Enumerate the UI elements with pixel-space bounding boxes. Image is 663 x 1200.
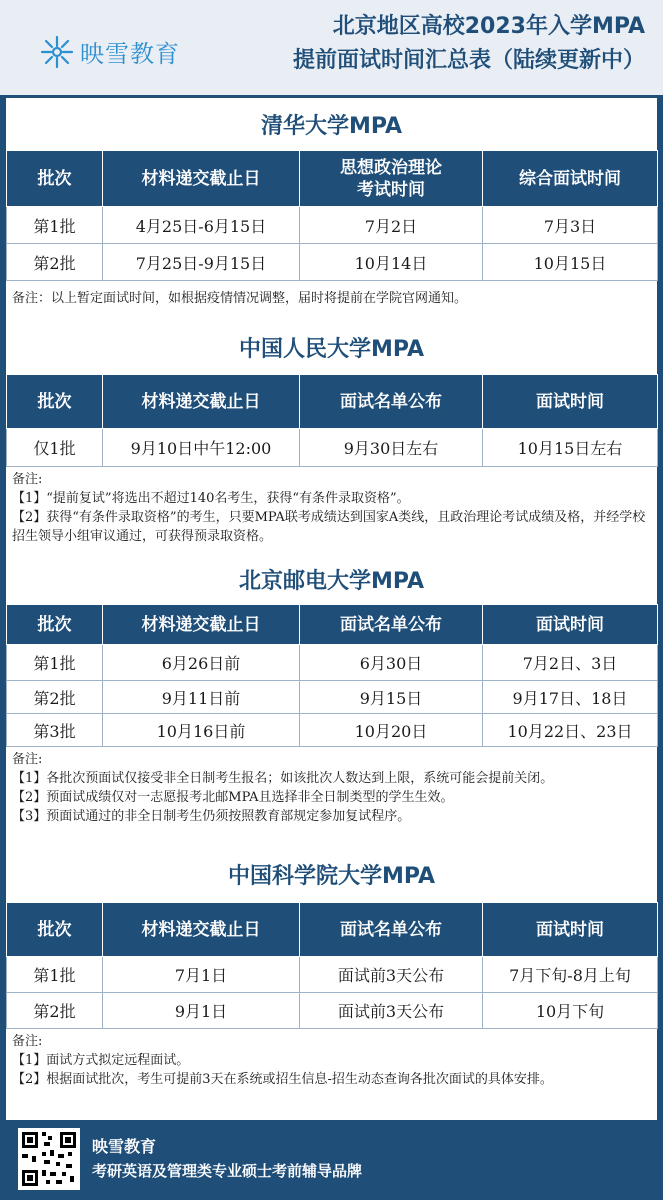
header-cell: 材料递交截止日 [103, 903, 300, 957]
table-row [7, 993, 658, 1029]
table-row [7, 645, 658, 681]
table-row [7, 429, 658, 467]
table-row [7, 244, 658, 281]
table-cell: 9月1日 [103, 993, 300, 1029]
section-tsinghua [6, 104, 657, 308]
table-header-row [7, 903, 658, 957]
table-header-row [7, 605, 658, 645]
footer-slogan: 考研英语及管理类专业硕士考前辅导品牌 [92, 1162, 363, 1180]
table-cell: 仅1批 [7, 429, 103, 467]
header-cell: 面试时间 [483, 903, 658, 957]
header-cell: 面试名单公布 [300, 903, 483, 957]
title-line-1: 北京地区高校2023年入学MPA [332, 14, 645, 39]
table-cell: 4月25日-6月15日 [103, 207, 300, 244]
section-title: 中国人民大学MPA [238, 337, 425, 362]
table-cell: 面试前3天公布 [300, 993, 483, 1029]
table-cell: 9月11日前 [103, 681, 300, 714]
header-cell: 面试名单公布 [300, 605, 483, 645]
note-text: 备注: [12, 1034, 43, 1049]
header-cell: 批次 [7, 605, 103, 645]
table-cell: 7月25日-9月15日 [103, 244, 300, 281]
note-text: 备注: [12, 472, 43, 487]
table-cell: 6月30日 [300, 645, 483, 681]
section-title: 中国科学院大学MPA [227, 864, 436, 889]
table-row [7, 681, 658, 714]
section-title: 清华大学MPA [260, 114, 403, 139]
note-text: 【2】根据面试批次，考生可提前3天在系统或招生信息-招生动态查询各批次面试的具体安排。 [12, 1072, 553, 1087]
table-cell: 10月15日 [483, 244, 658, 281]
schedule-table [6, 902, 658, 1029]
table-cell: 7月下旬-8月上旬 [483, 957, 658, 993]
table-cell: 7月2日 [300, 207, 483, 244]
table-header-row [7, 375, 658, 429]
header-cell: 面试名单公布 [300, 375, 483, 429]
section-ucas [6, 852, 657, 1089]
table-cell: 9月17日、18日 [483, 681, 658, 714]
snowflake-icon [40, 35, 74, 69]
header-cell: 材料递交截止日 [103, 605, 300, 645]
table-cell: 10月14日 [300, 244, 483, 281]
table-cell: 10月20日 [300, 714, 483, 747]
brand-logo [40, 34, 180, 69]
table-cell: 第1批 [7, 645, 103, 681]
header-cell: 材料递交截止日 [103, 151, 300, 207]
page-header [0, 0, 663, 98]
header-cell: 材料递交截止日 [103, 375, 300, 429]
qr-code-icon [18, 1128, 80, 1190]
header-line: 思想政治理论 [340, 157, 442, 178]
table-cell: 面试前3天公布 [300, 957, 483, 993]
table-cell: 7月3日 [483, 207, 658, 244]
header-cell: 批次 [7, 903, 103, 957]
table-cell: 第2批 [7, 244, 103, 281]
note-text: 【3】预面试通过的非全日制考生仍须按照教育部规定参加复试程序。 [12, 809, 411, 824]
header-cell: 批次 [7, 375, 103, 429]
note-text: 【1】“提前复试”将选出不超过140名考生，获得“有条件录取资格”。 [12, 491, 410, 506]
section-renmin [6, 326, 657, 546]
note-text: 备注：以上暂定面试时间，如根据疫情情况调整，届时将提前在学院官网通知。 [12, 291, 468, 306]
table-cell: 9月15日 [300, 681, 483, 714]
table-cell: 10月下旬 [483, 993, 658, 1029]
table-cell: 6月26日前 [103, 645, 300, 681]
table-cell: 10月15日左右 [483, 429, 658, 467]
schedule-table [6, 150, 658, 281]
header-cell: 面试时间 [483, 605, 658, 645]
table-cell: 10月22日、23日 [483, 714, 658, 747]
table-row [7, 714, 658, 747]
schedule-table [6, 604, 658, 747]
table-row [7, 207, 658, 244]
table-cell: 第1批 [7, 957, 103, 993]
note-text: 【2】获得“有条件录取资格”的考生，只要MPA联考成绩达到国家A类线，且政治理论考试成绩及格，并经学校招生领导小组审议通过，可获得预录取资格。 [12, 510, 646, 544]
footer-brand: 映雪教育 [92, 1137, 157, 1156]
table-cell: 10月16日前 [103, 714, 300, 747]
header-cell: 综合面试时间 [483, 151, 658, 207]
table-cell: 9月30日左右 [300, 429, 483, 467]
schedule-table [6, 374, 658, 467]
page-title [293, 10, 645, 78]
title-line-2: 提前面试时间汇总表（陆续更新中） [292, 48, 645, 73]
logo-text: 映雪教育 [80, 40, 180, 68]
note-text: 【2】预面试成绩仅对一志愿报考北邮MPA且选择非全日制类型的学生生效。 [12, 790, 454, 805]
note-text: 【1】面试方式拟定远程面试。 [12, 1053, 190, 1068]
table-cell: 7月2日、3日 [483, 645, 658, 681]
table-cell: 第1批 [7, 207, 103, 244]
table-cell: 7月1日 [103, 957, 300, 993]
table-row [7, 957, 658, 993]
note-text: 备注: [12, 752, 43, 767]
section-title: 北京邮电大学MPA [238, 569, 425, 594]
header-cell [300, 151, 483, 207]
table-cell: 第3批 [7, 714, 103, 747]
table-cell: 9月10日中午12:00 [103, 429, 300, 467]
header-cell: 批次 [7, 151, 103, 207]
table-cell: 第2批 [7, 681, 103, 714]
header-cell: 面试时间 [483, 375, 658, 429]
header-line: 考试时间 [357, 179, 425, 200]
note-text: 【1】各批次预面试仅接受非全日制考生报名；如该批次人数达到上限，系统可能会提前关闭。 [12, 771, 554, 786]
table-cell: 第2批 [7, 993, 103, 1029]
page-footer [0, 1120, 663, 1200]
table-header-row [7, 151, 658, 207]
qr-code [18, 1128, 80, 1190]
section-bupt [6, 560, 657, 826]
